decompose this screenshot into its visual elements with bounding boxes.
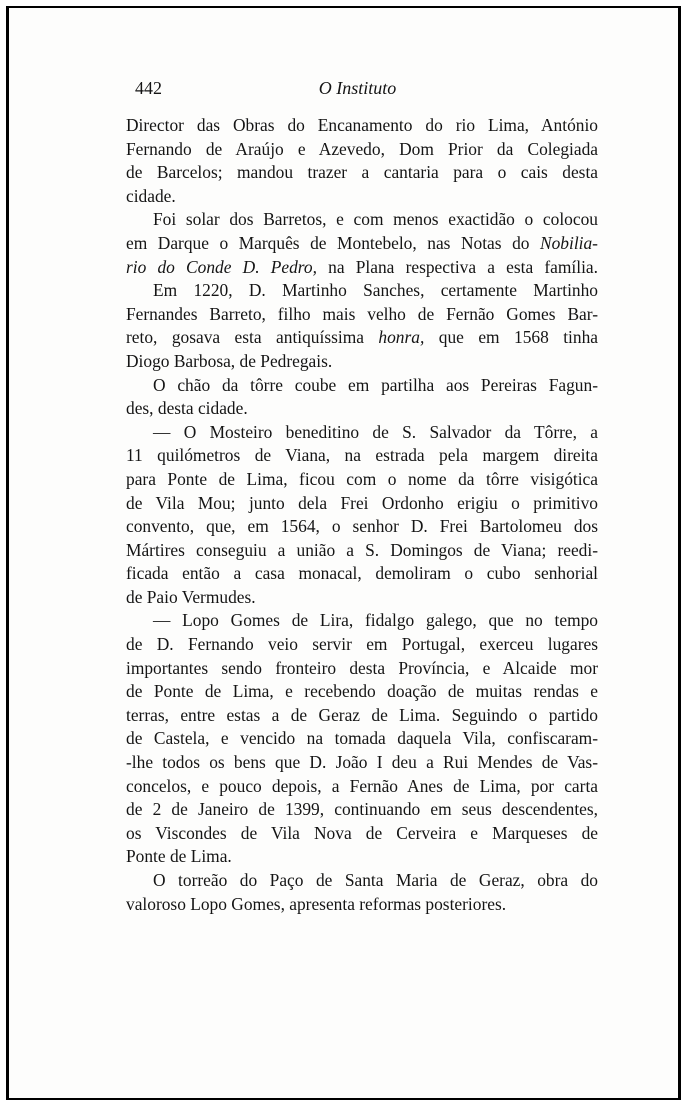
text-line: de Paio Vermudes. — [126, 586, 256, 607]
text-line: Diogo Barbosa, de Pedregais. — [126, 350, 333, 371]
text-segment: em Darque o Marquês de Montebelo, nas Notas do — [126, 232, 530, 253]
italic-segment: Nobilia- — [540, 232, 598, 253]
text-line: Em 1220, D. Martinho Sanches, certamente Martinho — [153, 280, 598, 301]
italic-segment: rio do Conde D. Pedro, — [126, 256, 317, 277]
text-segment: reto, gosava esta antiquíssima — [126, 327, 364, 348]
text-line: valoroso Lopo Gomes, apresenta reformas posteriores. — [126, 893, 507, 914]
page-number: 442 — [135, 78, 162, 98]
paragraph — [126, 114, 598, 208]
running-title: O Instituto — [318, 78, 397, 98]
text-line: de Barcelos; mandou trazer a cantaria para o cais desta — [126, 162, 598, 183]
paragraph — [126, 208, 598, 279]
text-line: terras, entre estas a de Geraz de Lima. Seguindo o partido — [126, 704, 598, 725]
text-line: -lhe todos os bens que D. João I deu a Rui Mendes de Vas- — [126, 752, 598, 773]
text-line: Foi solar dos Barretos, e com menos exactidão o colocou — [153, 209, 598, 230]
italic-segment: honra, — [378, 327, 425, 348]
text-line: convento, que, em 1564, o senhor D. Frei Bartolomeu dos — [126, 516, 598, 537]
text-line: de Castela, e vencido na tomada daquela Vila, confiscaram- — [126, 728, 598, 749]
text-line: Director das Obras do Encanamento do rio Lima, António — [126, 115, 598, 135]
text-line: de Vila Mou; junto dela Frei Ordonho erigiu o primitivo — [126, 492, 598, 513]
text-line: 11 quilómetros de Viana, na estrada pela margem direita — [126, 445, 598, 466]
text-line: concelos, e pouco depois, a Fernão Anes de Lima, por carta — [126, 775, 598, 796]
text-line: Fernando de Araújo e Azevedo, Dom Prior da Colegiada — [126, 138, 598, 159]
body-text — [126, 114, 598, 916]
text-line: ficada então a casa monacal, demoliram o cubo senhorial — [126, 563, 598, 584]
paragraph — [126, 279, 598, 373]
paragraph — [126, 421, 598, 610]
text-line: — O Mosteiro beneditino de S. Salvador da Tôrre, a — [153, 421, 598, 442]
paragraph — [126, 869, 598, 916]
text-line-mixed — [126, 232, 598, 256]
text-line: — Lopo Gomes de Lira, fidalgo galego, que no tempo — [153, 610, 598, 631]
text-line: os Viscondes de Vila Nova de Cerveira e Marqueses de — [126, 822, 598, 843]
text-segment: que em 1568 tinha — [438, 327, 598, 348]
text-line: Fernandes Barreto, filho mais velho de Fernão Gomes Bar- — [126, 303, 598, 324]
text-line: importantes sendo fronteiro desta Província, e Alcaide mor — [126, 657, 598, 678]
text-line: des, desta cidade. — [126, 398, 248, 419]
text-line: de D. Fernando veio servir em Portugal, exerceu lugares — [126, 634, 598, 655]
text-line: O torreão do Paço de Santa Maria de Geraz, obra do — [153, 870, 598, 890]
text-line-mixed — [126, 256, 598, 280]
text-segment: na Plana respectiva a esta família. — [328, 256, 598, 277]
paragraph — [126, 374, 598, 421]
text-line: cidade. — [126, 185, 176, 206]
text-line: de Ponte de Lima, e recebendo doação de muitas rendas e — [126, 681, 598, 702]
text-line: O chão da tôrre coube em partilha aos Pereiras Fagun- — [153, 374, 598, 395]
text-line: de 2 de Janeiro de 1399, continuando em seus descendentes, — [126, 799, 598, 820]
text-line: para Ponte de Lima, ficou com o nome da tôrre visigótica — [126, 468, 598, 489]
text-line: Ponte de Lima. — [126, 846, 232, 867]
text-line-mixed — [126, 326, 598, 350]
paragraph — [126, 609, 598, 869]
text-line: Mártires conseguiu a união a S. Domingos de Viana; reedi- — [126, 539, 598, 560]
